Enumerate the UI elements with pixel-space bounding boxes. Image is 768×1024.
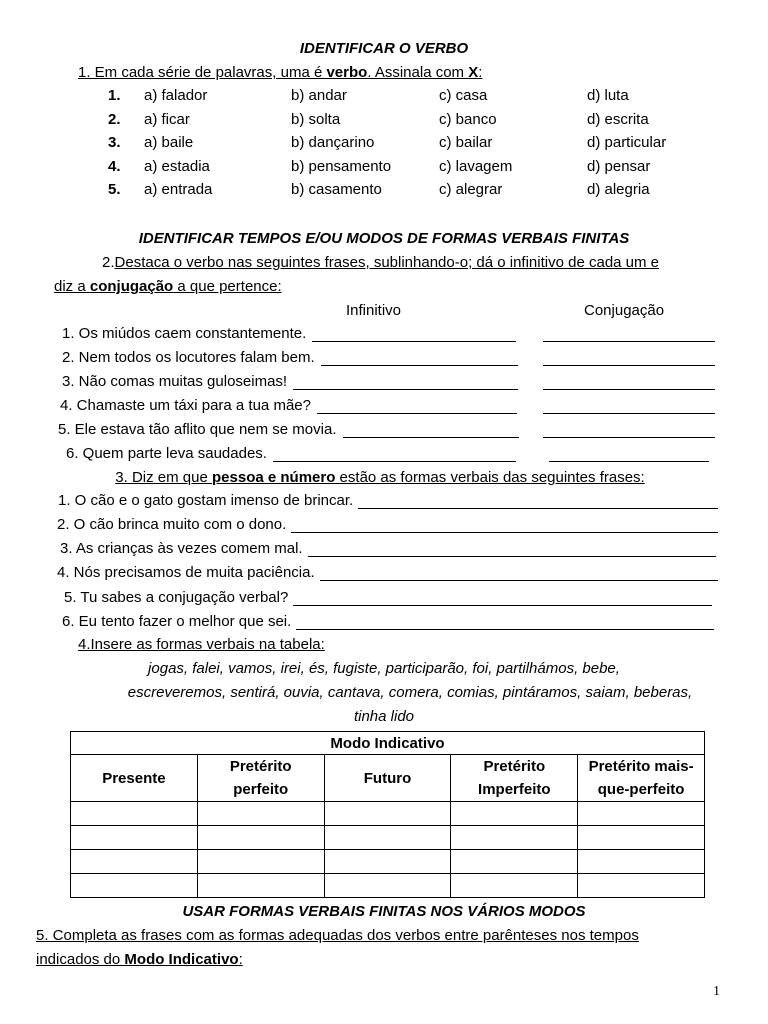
- table-column-header: Pretérito mais- que-perfeito: [578, 755, 705, 802]
- series-number: 2.: [108, 111, 121, 128]
- page-number: 1: [713, 984, 720, 999]
- infinitivo-answer-line[interactable]: [321, 351, 518, 366]
- series-number: 1.: [108, 87, 121, 104]
- option-d[interactable]: d) pensar: [587, 158, 651, 175]
- sentence-text: 6. Quem parte leva saudades.: [66, 445, 267, 462]
- option-d[interactable]: d) luta: [587, 87, 629, 104]
- section2-instruction-line1: 2.Destaca o verbo nas seguintes frases, sublinhando-o; dá o infinitivo de cada um e: [102, 254, 660, 271]
- sentence-text: 5. Tu sabes a conjugação verbal?: [64, 589, 289, 606]
- option-a[interactable]: a) baile: [144, 134, 194, 151]
- conjugacao-answer-line[interactable]: [549, 447, 709, 462]
- infinitivo-answer-line[interactable]: [317, 399, 517, 414]
- section2-instruction-line2: diz a conjugação a que pertence:: [54, 278, 282, 295]
- infinitivo-answer-line[interactable]: [343, 423, 519, 438]
- option-a[interactable]: a) estadia: [144, 158, 210, 175]
- option-b[interactable]: b) casamento: [291, 181, 382, 198]
- pessoa-numero-answer-line[interactable]: [320, 566, 718, 581]
- infinitivo-answer-line[interactable]: [273, 447, 516, 462]
- table-column-header: Pretérito perfeito: [197, 755, 324, 802]
- conjugacao-answer-line[interactable]: [543, 351, 715, 366]
- option-a[interactable]: a) ficar: [144, 111, 190, 128]
- pessoa-numero-answer-line[interactable]: [358, 494, 718, 509]
- conjugacao-answer-line[interactable]: [543, 375, 715, 390]
- table-header-row: [71, 755, 705, 802]
- option-c[interactable]: c) banco: [439, 111, 497, 128]
- sentence-text: 2. Nem todos os locutores falam bem.: [62, 349, 315, 366]
- table-column-header: Presente: [71, 755, 198, 802]
- option-b[interactable]: b) solta: [291, 111, 341, 128]
- option-d[interactable]: d) particular: [587, 134, 667, 151]
- option-b[interactable]: b) pensamento: [291, 158, 392, 175]
- table-row: [71, 802, 705, 826]
- column-infinitivo-label: Infinitivo: [346, 302, 402, 319]
- conjugacao-answer-line[interactable]: [543, 327, 715, 342]
- option-d[interactable]: d) alegria: [587, 181, 650, 198]
- option-c[interactable]: c) casa: [439, 87, 488, 104]
- column-conjugacao-label: Conjugação: [584, 302, 665, 319]
- sentence-text: 4. Nós precisamos de muita paciência.: [57, 564, 315, 581]
- section4-instruction: 4.Insere as formas verbais na tabela:: [78, 636, 325, 653]
- option-b[interactable]: b) dançarino: [291, 134, 375, 151]
- word-list-line2: escreveremos, sentirá, ouvia, cantava, comera, comias, pintáramos, saiam, beberas,: [127, 684, 693, 701]
- sentence-text: 4. Chamaste um táxi para a tua mãe?: [60, 397, 311, 414]
- pessoa-numero-answer-line[interactable]: [291, 518, 718, 533]
- option-c[interactable]: c) alegrar: [439, 181, 503, 198]
- option-a[interactable]: a) entrada: [144, 181, 213, 198]
- sentence-text: 6. Eu tento fazer o melhor que sei.: [62, 613, 292, 630]
- table-row: [71, 874, 705, 898]
- sentence-text: 3. Não comas muitas guloseimas!: [62, 373, 288, 390]
- pessoa-numero-answer-line[interactable]: [293, 591, 712, 606]
- infinitivo-answer-line[interactable]: [293, 375, 518, 390]
- word-list-line1: jogas, falei, vamos, irei, és, fugiste, participarão, foi, partilhámos, bebe,: [148, 660, 620, 677]
- section2-title: IDENTIFICAR TEMPOS E/OU MODOS DE FORMAS VERBAIS FINITAS: [138, 230, 630, 247]
- sentence-text: 2. O cão brinca muito com o dono.: [57, 516, 287, 533]
- series-number: 5.: [108, 181, 121, 198]
- section5-instruction-line1: 5. Completa as frases com as formas adequadas dos verbos entre parênteses nos tempos: [36, 927, 639, 944]
- series-number: 3.: [108, 134, 121, 151]
- section1-title: IDENTIFICAR O VERBO: [299, 40, 469, 57]
- option-d[interactable]: d) escrita: [587, 111, 649, 128]
- option-a[interactable]: a) falador: [144, 87, 208, 104]
- word-list-line3: tinha lido: [353, 708, 415, 725]
- table-column-header: Futuro: [324, 755, 451, 802]
- table-row: [71, 850, 705, 874]
- pessoa-numero-answer-line[interactable]: [308, 542, 716, 557]
- section5-title: USAR FORMAS VERBAIS FINITAS NOS VÁRIOS MODOS: [182, 903, 586, 920]
- option-b[interactable]: b) andar: [291, 87, 347, 104]
- pessoa-numero-answer-line[interactable]: [296, 615, 714, 630]
- option-c[interactable]: c) bailar: [439, 134, 493, 151]
- sentence-text: 1. Os miúdos caem constantemente.: [62, 325, 307, 342]
- option-c[interactable]: c) lavagem: [439, 158, 513, 175]
- sentence-text: 1. O cão e o gato gostam imenso de brincar.: [58, 492, 354, 509]
- infinitivo-answer-line[interactable]: [312, 327, 516, 342]
- conjugacao-answer-line[interactable]: [543, 399, 715, 414]
- conjugacao-answer-line[interactable]: [543, 423, 715, 438]
- table-title: Modo Indicativo: [71, 732, 705, 755]
- sentence-text: 3. As crianças às vezes comem mal.: [60, 540, 303, 557]
- table-column-header: Pretérito Imperfeito: [451, 755, 578, 802]
- section1-instruction: 1. Em cada série de palavras, uma é verbo. Assinala com X:: [78, 64, 483, 81]
- table-row: [71, 826, 705, 850]
- section5-instruction-line2: indicados do Modo Indicativo:: [36, 951, 243, 968]
- section3-instruction: 3. Diz em que pessoa e número estão as formas verbais das seguintes frases:: [115, 469, 645, 486]
- modo-indicativo-table: [70, 731, 705, 898]
- series-number: 4.: [108, 158, 121, 175]
- sentence-text: 5. Ele estava tão aflito que nem se movia.: [58, 421, 337, 438]
